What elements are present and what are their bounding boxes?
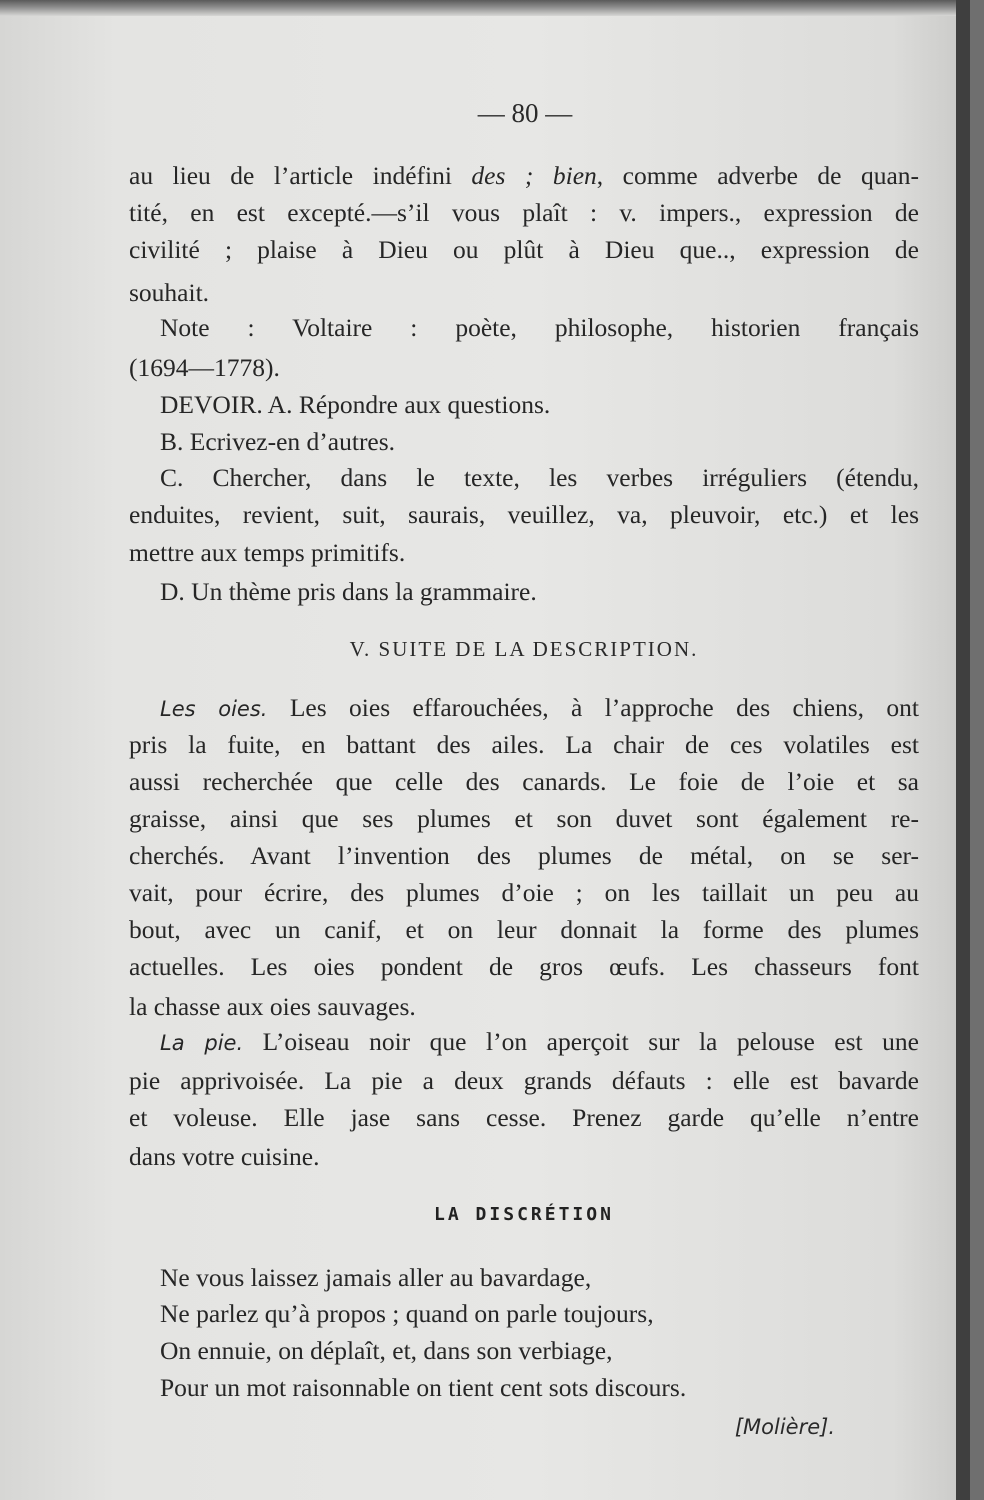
- continuation-line-1: au lieu de l’article indéfini des ; bien, comme adverbe de quan-: [129, 161, 920, 190]
- note-line-1: Note : Voltaire : poète, philosophe, historien français: [160, 313, 919, 342]
- oies-line-1: Les oies. Les oies effarouchées, à l’approche des chiens, ont: [160, 693, 919, 722]
- pie-line-3: et voleuse. Elle jase sans cesse. Prenez garde qu’elle n’entre: [129, 1103, 919, 1132]
- pie-line-2: pie apprivoisée. La pie a deux grands défauts : elle est bavarde: [129, 1066, 919, 1095]
- devoir-c-line-1: C. Chercher, dans le texte, les verbes irréguliers (étendu,: [160, 463, 919, 492]
- poem-line-1: Ne vous laissez jamais aller au bavardage,: [160, 1263, 592, 1292]
- devoir-d: D. Un thème pris dans la grammaire.: [160, 577, 537, 606]
- pie-line-1: La pie. L’oiseau noir que l’on aperçoit sur la pelouse est une: [160, 1027, 919, 1056]
- oies-line-5: cherchés. Avant l’invention des plumes de métal, on se ser-: [129, 841, 919, 870]
- page-number: — 80 —: [477, 98, 573, 128]
- devoir-c-line-2: enduites, revient, suit, saurais, veuillez, va, pleuvoir, etc.) et les: [129, 500, 919, 529]
- poem-author: [Molière].: [734, 1415, 835, 1439]
- continuation-line-3: civilité ; plaise à Dieu ou plût à Dieu que.., expression de: [129, 235, 919, 264]
- oies-line-6: vait, pour écrire, des plumes d’oie ; on les taillait un peu au: [129, 878, 919, 907]
- oies-line-4: graisse, ainsi que ses plumes et son duvet sont également re-: [129, 804, 919, 833]
- continuation-line-2: tité, en est excepté.—s’il vous plaît : v. impers., expression de: [129, 198, 919, 227]
- oies-line-2: pris la fuite, en battant des ailes. La chair de ces volatiles est: [129, 730, 919, 759]
- devoir-c-line-3: mettre aux temps primitifs.: [129, 538, 406, 567]
- oies-line-7: bout, avec un canif, et on leur donnait la forme des plumes: [129, 915, 919, 944]
- oies-line-8: actuelles. Les oies pondent de gros œufs. Les chasseurs font: [129, 952, 919, 981]
- oies-line-3: aussi recherchée que celle des canards. Le foie de l’oie et sa: [129, 767, 919, 796]
- continuation-line-4: souhait.: [129, 278, 210, 307]
- poem-line-2: Ne parlez qu’à propos ; quand on parle toujours,: [160, 1299, 654, 1328]
- page-right-edge: [956, 0, 970, 1500]
- poem-title: LA DISCRÉTION: [434, 1204, 614, 1225]
- poem-line-4: Pour un mot raisonnable on tient cent sots discours.: [160, 1373, 687, 1402]
- poem-line-3: On ennuie, on déplaît, et, dans son verbiage,: [160, 1336, 613, 1365]
- page-top-edge: [0, 0, 970, 16]
- devoir-b: B. Ecrivez-en d’autres.: [160, 427, 396, 456]
- oies-line-9: la chasse aux oies sauvages.: [129, 992, 416, 1021]
- section-heading: V. SUITE DE LA DESCRIPTION.: [349, 637, 699, 661]
- note-line-2: (1694—1778).: [129, 353, 280, 382]
- pie-lead: La pie.: [160, 1031, 244, 1055]
- oies-lead: Les oies.: [160, 697, 268, 721]
- pie-line-4: dans votre cuisine.: [129, 1142, 320, 1171]
- devoir-a: DEVOIR. A. Répondre aux questions.: [160, 390, 551, 419]
